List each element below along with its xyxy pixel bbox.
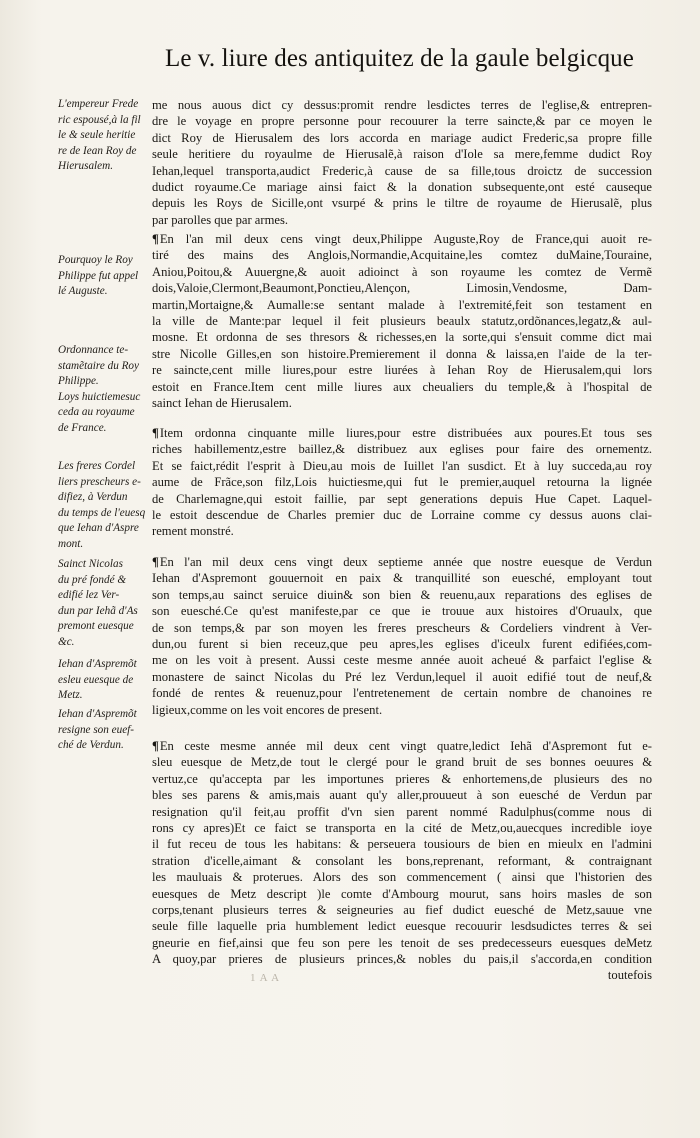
pilcrow-mark: ¶ bbox=[152, 232, 159, 246]
pilcrow-mark: ¶ bbox=[152, 426, 159, 440]
text-line: gneurie en fief,ainsi que feu son pere les tenoit de ses predecesseurs euesques deMetz bbox=[152, 935, 652, 950]
text-line: son euesché.Ce qu'est manifeste,par ce que ie trouue aux histoires d'Oruaulx, que bbox=[152, 604, 652, 619]
margin-note: Les freres Cordel liers prescheurs e- difiez, à Verdun du temps de l'euesq que Iehan d'Aspre mont. bbox=[58, 460, 146, 550]
text-line: sleu euesque de Metz,de tout le clergé pour le grand bruit de ses bonnes oeuures & bbox=[152, 755, 652, 770]
paragraph bbox=[152, 231, 652, 411]
text-line: depuis les Roys de Sicille,ont vsurpé & prins le tiltre de royaume de Hierusalẽ, plus bbox=[152, 196, 652, 211]
text-line: ¶Item ordonna cinquante mille liures,pour estre distribuées aux poures.Et tous ses bbox=[152, 426, 652, 440]
margin-note: Ordonnance te- stamẽtaire du Roy Philippe. Loys huictiemesuc ceda au royaume de France. bbox=[58, 344, 141, 434]
text-line: seule heritiere du royaulme de Hierusalẽ,à raison d'Iole sa mere,femme dudict Roy bbox=[152, 147, 652, 162]
paragraph bbox=[152, 554, 652, 718]
text-line: de son temps,& par son moyen les freres prescheurs & Cordeliers vindrent à Ver- bbox=[152, 620, 652, 635]
text-line: estoit en France.Item cent mille liures aux cheualiers du temple,& à l'hospital de bbox=[152, 379, 652, 394]
text-line: de Charlemagne,qui estoit faillie, par sept generations depuis Hue Capet. Laquel- bbox=[152, 491, 652, 506]
text-line: fondé de rentes & reuenuz,pour l'entretenement de certain nombre de chanoines re bbox=[152, 686, 652, 701]
text-line: bles ses parens & amis,mais auant qu'y aller,prouueut à son euesché de Verdun par bbox=[152, 788, 652, 803]
text-line: ligieux,comme on les voit encores de present. bbox=[152, 702, 383, 717]
text-line: ¶En l'an mil deux cens vingt deux,Philippe Auguste,Roy de France,qui auoit re- bbox=[152, 232, 652, 246]
text-line: ¶En ceste mesme année mil deux cent vingt quatre,ledict Iehã d'Aspremont fut e- bbox=[152, 739, 652, 753]
text-line: re saincte,cent mille liures,pour estre liurées à Iehan Roy de Hierusalem,qui lors bbox=[152, 363, 652, 378]
pilcrow-mark: ¶ bbox=[152, 555, 159, 569]
text-line: son temps,au sainct seruice diuin& son bien & reuenu,aux reparations des eglises de bbox=[152, 587, 652, 602]
text-line: stration d'icelle,aimant & consolant les bons,reprenant, reformant, & contraignant bbox=[152, 853, 652, 868]
text-line: dois,Valoie,Clermont,Beaumont,Ponctieu,Alençon, Limosin,Vendosme, Dam- bbox=[152, 281, 652, 296]
text-line: rement monstré. bbox=[152, 524, 234, 539]
margin-note: Pourquoy le Roy Philippe fut appel lé Auguste. bbox=[58, 254, 139, 298]
text-line: par parolles que par armes. bbox=[152, 212, 289, 227]
paragraph bbox=[152, 738, 652, 984]
text-line: Aniou,Poitou,& Auuergne,& auoit adioinct à son royaume les comtez de Vermẽ bbox=[152, 264, 652, 279]
text-line: Iehan d'Aspremont gouuernoit en paix & tranquillité son euesché, employant tout bbox=[152, 571, 652, 586]
text-line: euesques de Metz descript )le comte d'Ambourg mourut, sans hoirs masles de son bbox=[152, 886, 652, 901]
text-line: il fut receu de tous les habitans: & perseuera tousiours de bien en mieulx en l'admini bbox=[152, 837, 652, 852]
text-line: stre Nicolle Gilles,en son histoire.Premierement il donna & laissa,en l'aide de la ter- bbox=[152, 346, 652, 361]
text-line: le estoit descendue de Charles premier duc de Lorraine comme cy dessus auons clai- bbox=[152, 507, 652, 522]
text-line: martin,Mortaigne,& Aumalle:se sentant malade à l'extremité,feit son testament en bbox=[152, 297, 652, 312]
text-line: me nous auous dict cy dessus:promit rendre lesdictes terres de l'eglise,& entrepren- bbox=[152, 98, 652, 112]
margin-note: Sainct Nicolas du pré fondé & edifié lez Ver- dun par Iehã d'As premont euesque &c. bbox=[58, 558, 138, 648]
text-line: tiré des mains des Anglois,Normandie,Acquitaine,les comtez duMaine,Touraine, bbox=[152, 248, 652, 263]
text-line: dun,ou furent si bien receuz,que peu apres,les eglises d'iceulx furent edifiées,com- bbox=[152, 636, 652, 651]
text-line: Iehan,lequel transporta,audict Frederic,à cause de sa fille,tous droictz de succession bbox=[152, 163, 652, 178]
paragraph bbox=[152, 425, 652, 540]
text-line: me on les voit à present. Aussi ceste mesme année auoit acheué & parfaict l'eglise & bbox=[152, 653, 652, 668]
text-line: dict Roy de Hierusalem des lors accorda en mariage audict Frederic,sa propre fille bbox=[152, 130, 652, 145]
text-line: resignation qu'il feit,au proffit d'vn sien parent nommé Radulphus(comme nous di bbox=[152, 804, 652, 819]
text-line: sainct Iehan de Hierusalem. bbox=[152, 395, 292, 410]
text-line: mosne. Et ordonna de ses thresors & richesses,en la sorte,qui s'ensuit comme dict mai bbox=[152, 330, 652, 345]
text-line: aume de Frãce,son filz,Lois huictiesme,qui fut le premier,auquel retourna la lignée bbox=[152, 475, 652, 490]
text-line: riches habillementz,estre baillez,& distribuez aux eglises pour faire des ornementz. bbox=[152, 442, 652, 457]
text-line: dre le voyage en propre personne pour recouurer la terre saincte,& par ce moyen le bbox=[152, 114, 652, 129]
running-head: Le v. liure des antiquitez de la gaule belgicque bbox=[165, 45, 634, 72]
margin-note: Iehan d'Aspremõt resigne son euef- ché de Verdun. bbox=[58, 708, 137, 752]
margin-note: Iehan d'Aspremõt esleu euesque de Metz. bbox=[58, 658, 137, 702]
catchword: toutefois bbox=[607, 968, 652, 983]
text-line: dudict royaume.Ce mariage ainsi faict & la donation subsequente,ont esté causeque bbox=[152, 179, 652, 194]
text-line: les mauluais & proterues. Alors des son commencement ( ainsi que l'historien des bbox=[152, 870, 652, 885]
text-line: corps,tenant plusieurs terres & seigneuries au fief dudict euesché de Metz,sauue vne bbox=[152, 902, 652, 917]
paragraph bbox=[152, 97, 652, 228]
margin-note: L'empereur Frede ric espousé,à la fil le & seule heritie re de Iean Roy de Hierusalem. bbox=[58, 98, 141, 173]
text-line: rons cy apres)Et ce faict se transporta en la cité de Metz,ou,auecques incredible ioye bbox=[152, 820, 652, 835]
text-line: vertuz,ce qu'accepta par les importunes prieres & enhortemens,de plusieurs des no bbox=[152, 771, 652, 786]
text-line: Et se faict,rédit l'esprit à Dieu,au mois de Iuillet l'an susdict. Et à luy succeda,au roy bbox=[152, 458, 652, 473]
text-line: monastere de sainct Nicolas du Pré lez Verdun,lequel il auoit edifié tout de neuf,& bbox=[152, 669, 652, 684]
text-line: A quoy,par prieres de plusieurs princes,& nobles du pais,il s'accorda,en condition bbox=[152, 952, 652, 967]
faint-mark: 1 A A bbox=[250, 972, 281, 984]
text-line: la ville de Mante:par lequel il feit plusieurs beaulx statutz,ordõnances,legatz,& aul- bbox=[152, 313, 652, 328]
pilcrow-mark: ¶ bbox=[152, 739, 159, 753]
text-line: seule fille laquelle pria humblement ledict euesque recouurir lesdsudictes terres & sei bbox=[152, 919, 652, 934]
text-line: ¶En l'an mil deux cens vingt deux septieme année que nostre euesque de Verdun bbox=[152, 555, 652, 569]
